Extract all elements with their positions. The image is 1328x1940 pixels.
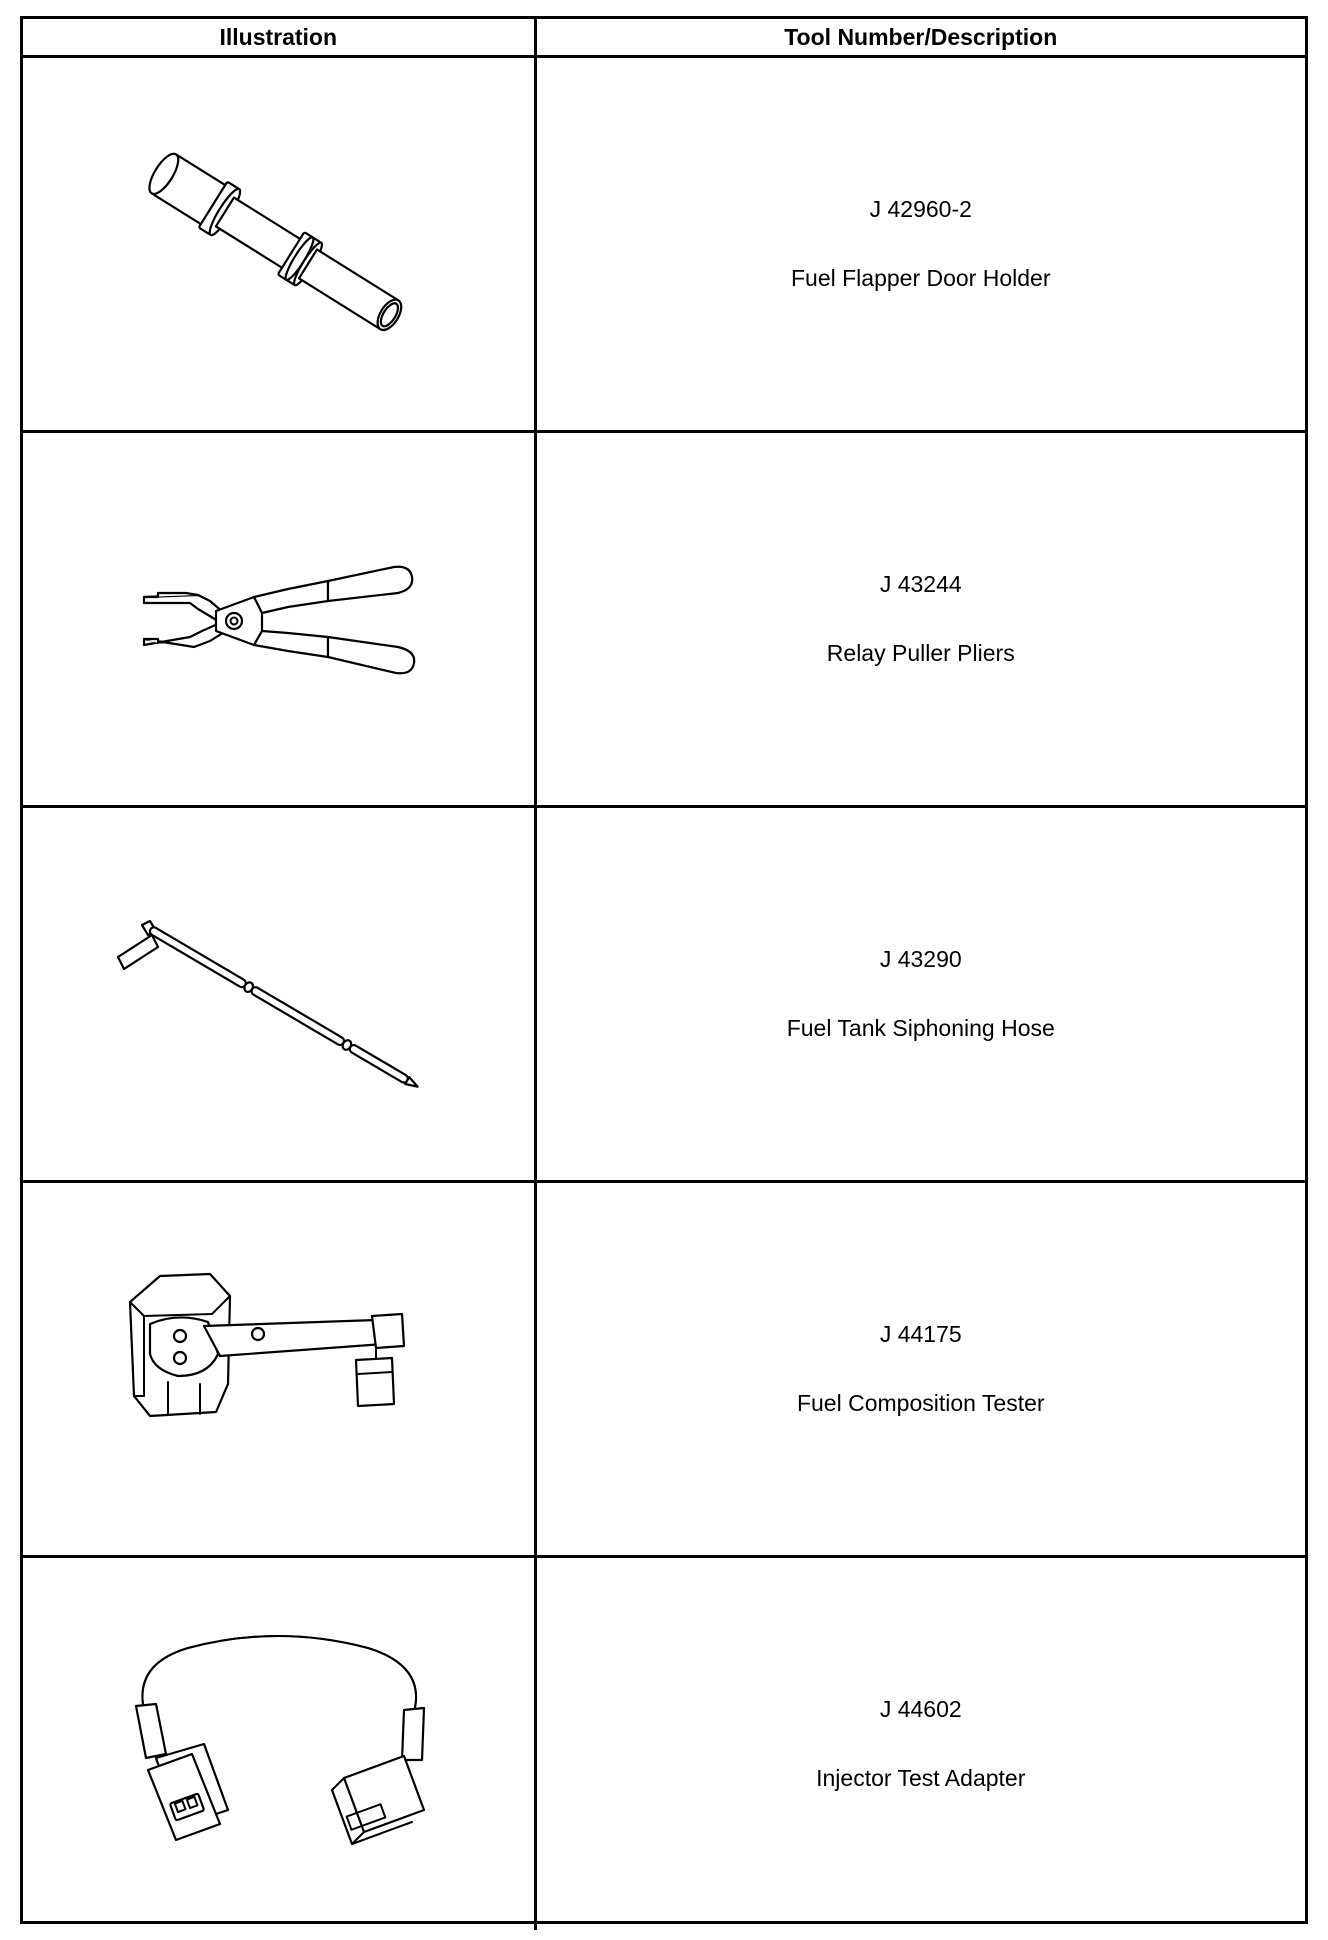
description-cell (535, 57, 1305, 432)
header-illustration: Illustration (23, 19, 535, 57)
description-cell (535, 432, 1305, 807)
tool-number: J 43290 (879, 946, 962, 972)
tool-description: Injector Test Adapter (816, 1765, 1026, 1791)
table-row (23, 807, 1305, 1182)
relay-puller-pliers-icon (128, 539, 428, 699)
header-tool-number-description: Tool Number/Description (535, 19, 1305, 57)
tool-description: Fuel Composition Tester (796, 1390, 1045, 1416)
table-row (23, 1557, 1305, 1931)
illustration-cell (23, 1557, 535, 1931)
tool-description: Fuel Tank Siphoning Hose (786, 1015, 1055, 1041)
injector-adapter-icon (108, 1614, 448, 1874)
illustration-cell (23, 1182, 535, 1557)
tool-number: J 44175 (879, 1321, 962, 1347)
description-cell (535, 1182, 1305, 1557)
tool-description: Relay Puller Pliers (826, 640, 1015, 666)
siphoning-hose-icon (98, 899, 458, 1089)
illustration-cell (23, 57, 535, 432)
tool-number: J 44602 (879, 1696, 962, 1722)
flapper-door-holder-icon (108, 124, 448, 364)
tool-number: J 43244 (879, 571, 962, 597)
tool-number: J 42960-2 (869, 196, 972, 222)
tool-table-frame (20, 16, 1308, 1924)
illustration-cell (23, 807, 535, 1182)
description-cell (535, 807, 1305, 1182)
special-tools-table (23, 19, 1305, 1930)
illustration-cell (23, 432, 535, 807)
composition-tester-icon (108, 1264, 448, 1474)
header-row (23, 19, 1305, 57)
tool-description: Fuel Flapper Door Holder (790, 265, 1051, 291)
table-row (23, 1182, 1305, 1557)
description-cell (535, 1557, 1305, 1931)
table-row (23, 432, 1305, 807)
table-row (23, 57, 1305, 432)
